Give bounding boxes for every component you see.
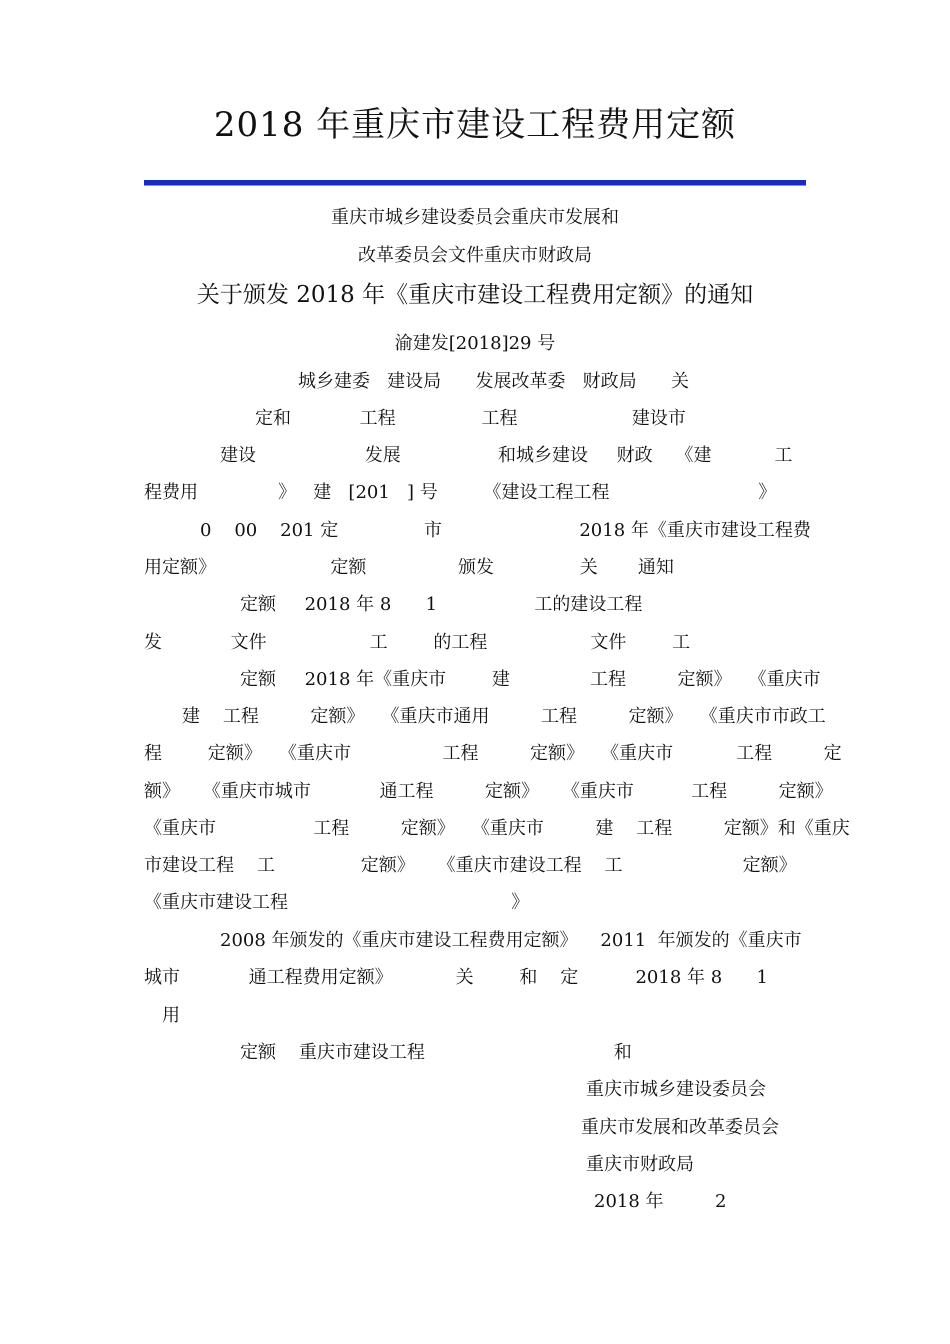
body-line: 《重庆市建设工程 》 — [144, 892, 530, 913]
body-line: 2008 年颁发的《重庆市建设工程费用定额》 2011 年颁发的《重庆市 — [220, 930, 802, 951]
signature-finance-bureau: 重庆市财政局 — [586, 1154, 694, 1175]
signature-development-committee: 重庆市发展和改革委员会 — [581, 1117, 779, 1138]
body-line: 定额 重庆市建设工程 和 — [240, 1042, 632, 1063]
body-line: 市建设工程 工 定额》 《重庆市建设工程 工 定额》 — [144, 855, 797, 876]
body-line: 建 工程 定额》 《重庆市通用 工程 定额》 《重庆市市政工 — [182, 706, 826, 727]
doc-number: 渝建发[2018]29 号 — [394, 333, 556, 354]
body-line: 程费用 》 建 [201 ] 号 《建设工程工程 》 — [144, 482, 777, 503]
signature-date: 2018 年 2 — [594, 1191, 727, 1212]
body-line: 城乡建委 建设局 发展改革委 财政局 关 — [298, 371, 689, 392]
issuer-line-2: 改革委员会文件重庆市财政局 — [358, 245, 592, 266]
body-line: 0 00 201 定 市 2018 年《重庆市建设工程费 — [200, 520, 811, 541]
body-line: 定额 2018 年《重庆市 建 工程 定额》 《重庆市 — [240, 669, 821, 690]
header-divider-shadow — [144, 185, 806, 186]
signature-committee: 重庆市城乡建设委员会 — [586, 1079, 766, 1100]
body-line: 用定额》 定额 颁发 关 通知 — [144, 557, 674, 578]
body-line: 额》 《重庆市城市 通工程 定额》 《重庆市 工程 定额》 — [144, 781, 833, 802]
body-line: 建设 发展 和城乡建设 财政 《建 工 — [220, 445, 793, 466]
body-line: 城市 通工程费用定额》 关 和 定 2018 年 8 1 — [144, 967, 768, 988]
body-line: 程 定额》 《重庆市 工程 定额》 《重庆市 工程 定 — [144, 743, 842, 764]
body-line: 《重庆市 工程 定额》 《重庆市 建 工程 定额》和《重庆 — [144, 818, 850, 839]
notice-title: 关于颁发 2018 年《重庆市建设工程费用定额》的通知 — [196, 282, 754, 308]
body-line: 定额 2018 年 8 1 工的建设工程 — [240, 594, 643, 615]
body-line: 发 文件 工 的工程 文件 工 — [144, 632, 691, 653]
page-title: 2018 年重庆市建设工程费用定额 — [213, 105, 737, 145]
issuer-line-1: 重庆市城乡建设委员会重庆市发展和 — [331, 207, 619, 228]
body-line: 定和 工程 工程 建设市 — [255, 408, 686, 429]
body-line: 用 — [162, 1005, 180, 1026]
